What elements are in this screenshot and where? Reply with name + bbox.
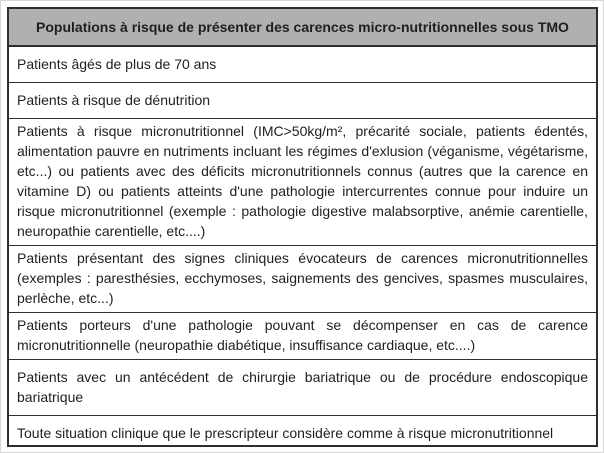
table-row-text: Patients présentant des signes cliniques évocateurs de carences micronutritionnelles (exemples : paresthésies, ecchymoses, saignements des gencives, spasmes musculaires, perlèche, etc...) bbox=[17, 250, 588, 306]
table-row bbox=[9, 416, 596, 447]
table-row bbox=[9, 246, 596, 313]
table-row bbox=[9, 119, 596, 246]
table-row-text: Toute situation clinique que le prescripteur considère comme à risque micronutritionnel bbox=[17, 425, 554, 441]
table-row-text: Patients à risque micronutritionnel (IMC>50kg/m², précarité sociale, patients édentés, alimentation pauvre en nutriments incluant les régimes d'exlusion (véganisme, végétarisme, etc...) ou patients avec des déficits micronutritionnels connus (autres que la carence en vitamine D) ou patients atteints d'une pathologie intercurrentes connue pour induire un risque micronutritionnel (exemple : pathologie digestive malabsorptive, anémie carentielle, neuropathie carentielle, etc....) bbox=[17, 123, 588, 239]
table-row bbox=[9, 83, 596, 119]
table-row bbox=[9, 47, 596, 83]
risk-populations-table bbox=[7, 7, 598, 447]
table-row-text: Patients âgés de plus de 70 ans bbox=[17, 56, 217, 72]
table-row-text: Patients à risque de dénutrition bbox=[17, 92, 211, 108]
table-row-text: Patients porteurs d'une pathologie pouvant se décompenser en cas de carence micronutritionnelle (neuropathie diabétique, insuffisance cardiaque, etc....) bbox=[17, 317, 588, 353]
table-row bbox=[9, 360, 596, 416]
table-header: Populations à risque de présenter des carences micro-nutritionnelles sous TMO bbox=[9, 9, 596, 47]
table-row-text: Patients avec un antécédent de chirurgie bariatrique ou de procédure endoscopique bariatrique bbox=[17, 369, 588, 405]
table-body bbox=[9, 47, 596, 447]
table-row bbox=[9, 313, 596, 360]
